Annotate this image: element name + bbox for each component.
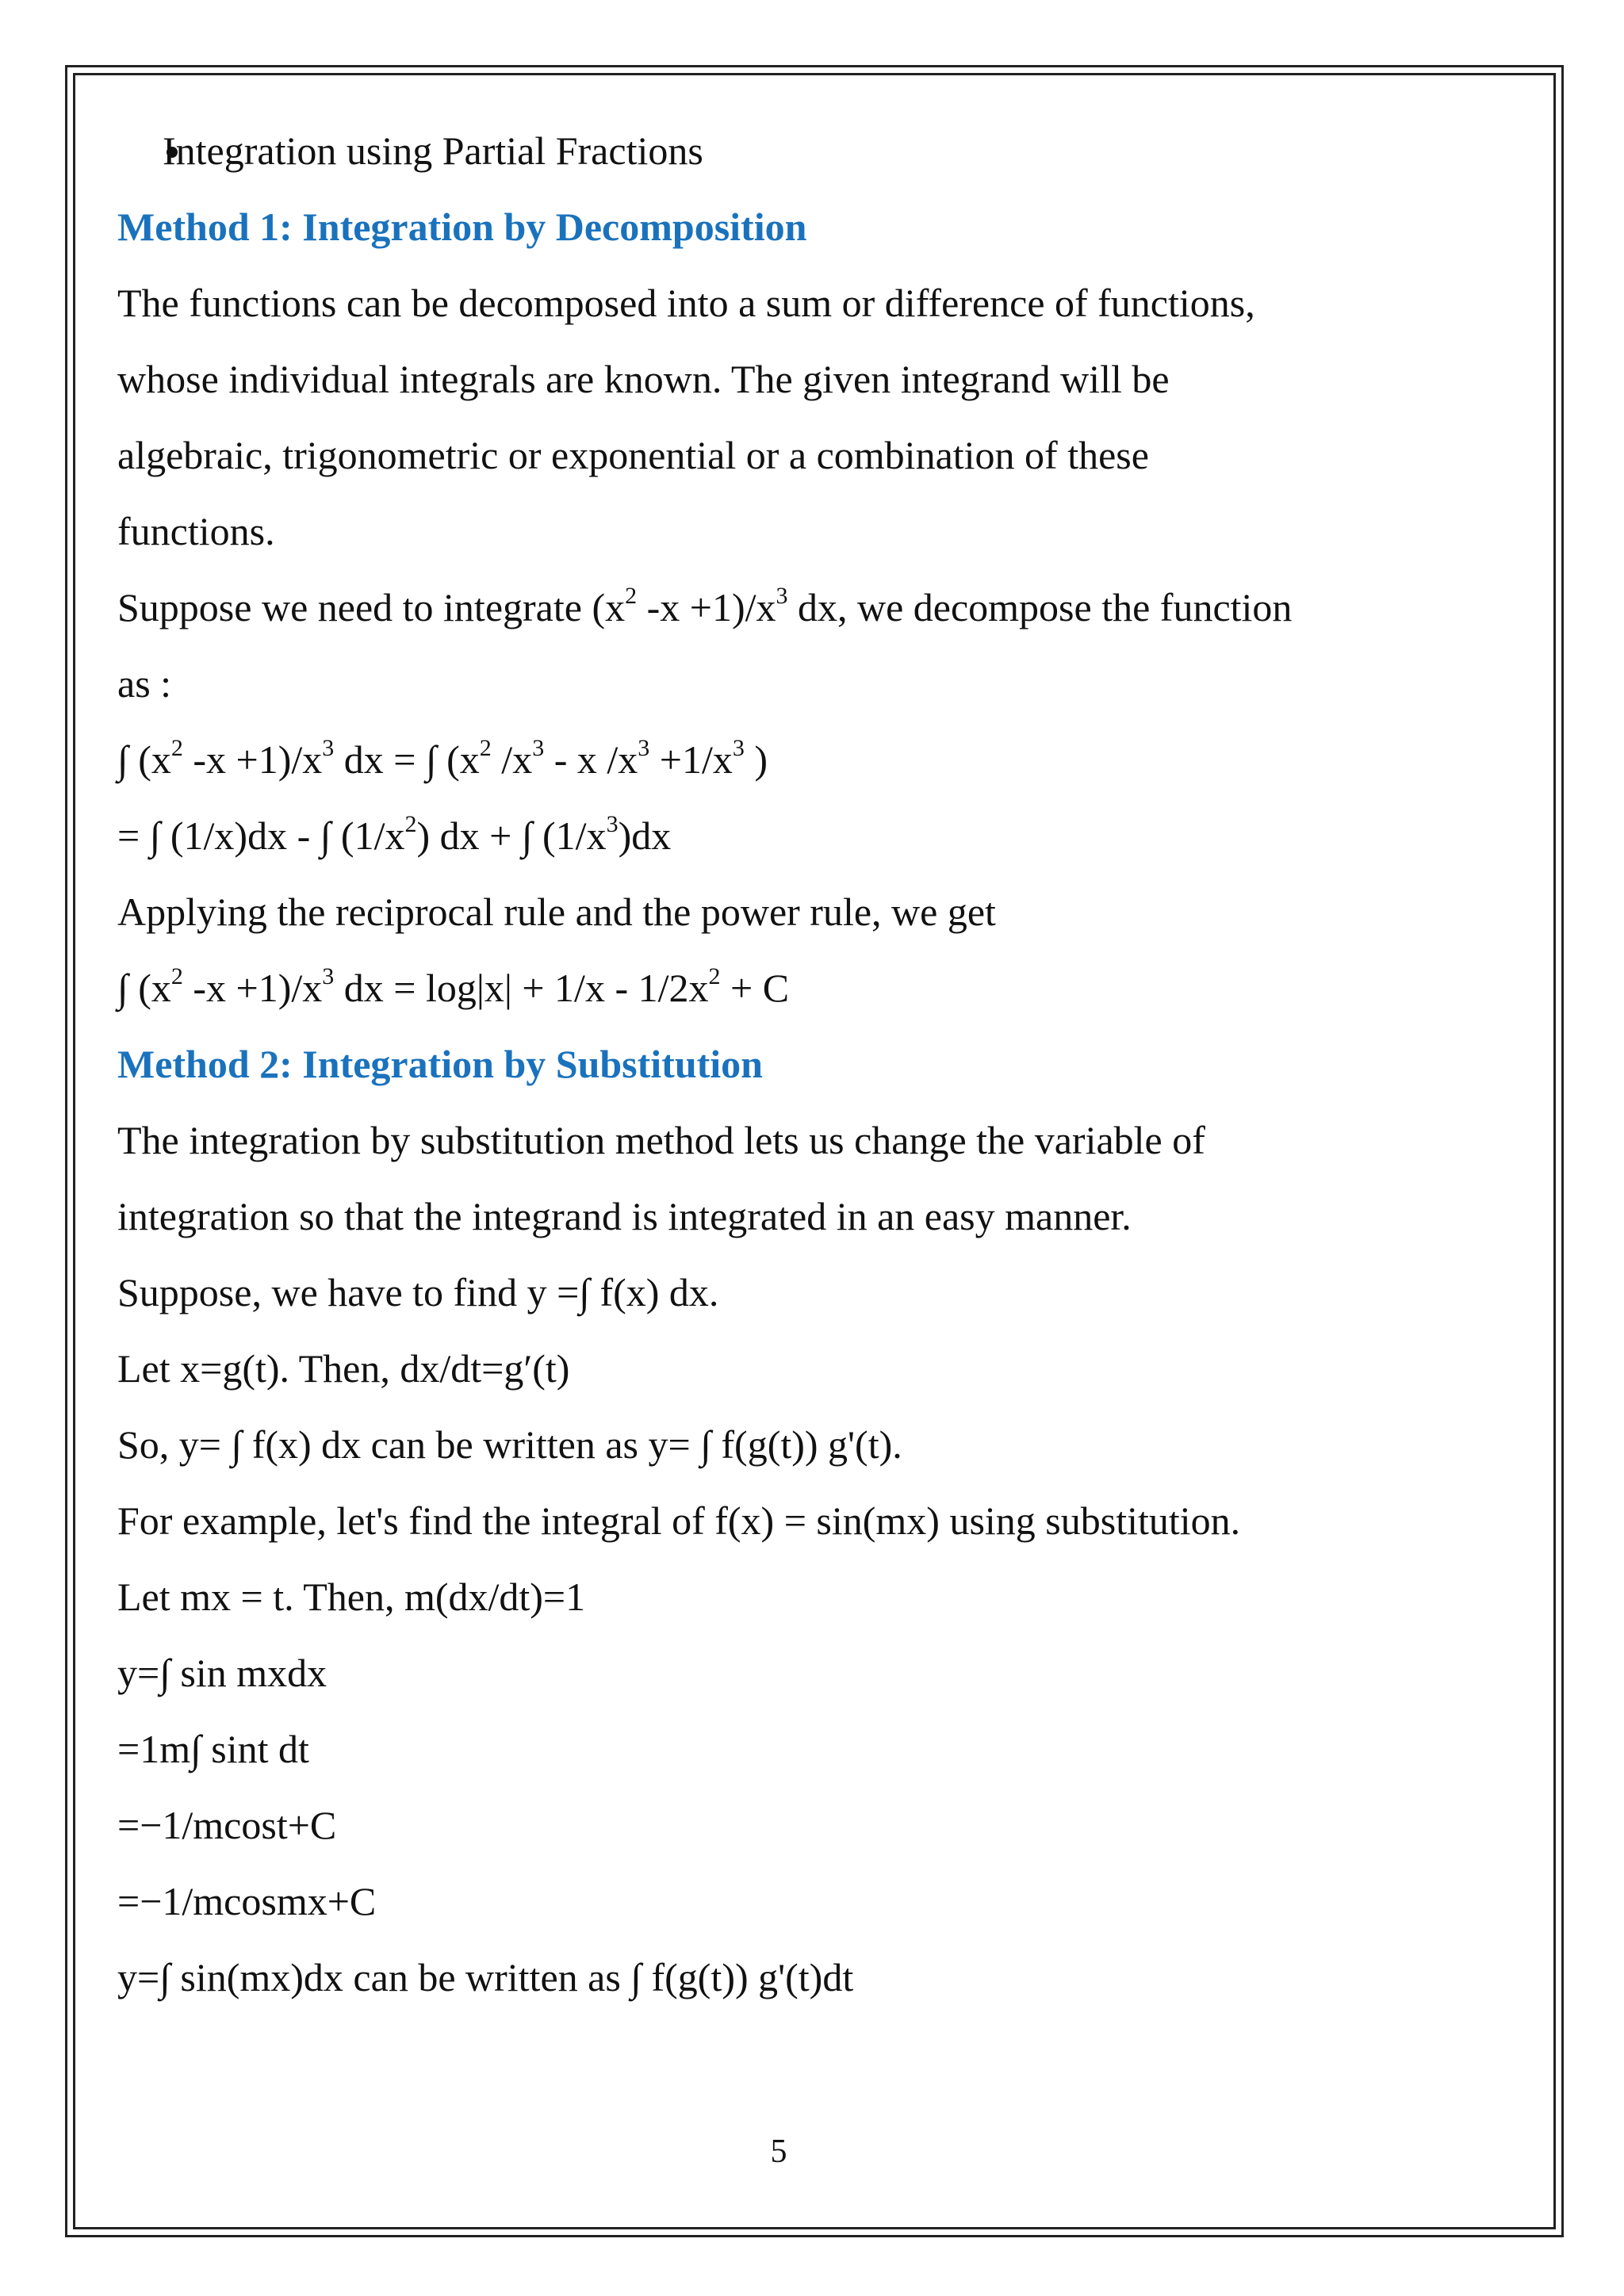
method-2-heading: Method 2: Integration by Substitution bbox=[117, 1042, 763, 1086]
page-number: 5 bbox=[770, 2133, 787, 2170]
applying-line: Applying the reciprocal rule and the power rule, we get bbox=[117, 890, 996, 934]
method-2-line-8: y=∫ sin mxdx bbox=[117, 1651, 327, 1695]
method-2-line-9: =1m∫ sint dt bbox=[117, 1727, 309, 1771]
method-2-line-10: =−1/mcost+C bbox=[117, 1803, 337, 1847]
method-1-paragraph-line-3: algebraic, trigonometric or exponential or a combination of these bbox=[117, 433, 1149, 477]
method-2-line-4: Let x=g(t). Then, dx/dt=g′(t) bbox=[117, 1346, 570, 1391]
bullet-item: Integration using Partial Fractions bbox=[163, 128, 703, 173]
method-2-line-7: Let mx = t. Then, m(dx/dt)=1 bbox=[117, 1575, 586, 1619]
method-2-line-6: For example, let's find the integral of f(x) = sin(mx) using substitution. bbox=[117, 1498, 1241, 1543]
method-1-heading: Method 1: Integration by Decomposition bbox=[117, 205, 807, 249]
equation-result: ∫ ($x^2$ $-x +1)/x^3$ dx = $\log|x| + 1/x - 1/2x^2 + C$ bbox=[117, 963, 790, 1010]
method-2-line-11: =−1/mcosmx+C bbox=[117, 1879, 377, 1923]
method-1-paragraph-line-2: whose individual integrals are known. The given integrand will be bbox=[117, 357, 1170, 401]
suppose-line: Suppose we need to integrate ($x^2$ $-x +1)/x^3$ dx, we decompose the function bbox=[117, 583, 1293, 629]
method-2-line-3: Suppose, we have to find y =∫ f(x) dx. bbox=[117, 1270, 719, 1314]
method-2-line-1: The integration by substitution method lets us change the variable of bbox=[117, 1118, 1205, 1162]
method-1-paragraph-line-1: The functions can be decomposed into a sum or difference of functions, bbox=[117, 281, 1255, 325]
method-1-paragraph-line-4: functions. bbox=[117, 509, 275, 553]
method-2-line-2: integration so that the integrand is integrated in an easy manner. bbox=[117, 1194, 1132, 1238]
method-2-line-12: y=∫ sin(mx)dx can be written as ∫ f(g(t)) g'(t)dt bbox=[117, 1955, 854, 1999]
equation-split-integrals: = ∫ (1/x)dx - ∫ $(1/x^2)$ dx + ∫ $(1/x^3)dx$ bbox=[117, 811, 672, 858]
equation-decomposition: ∫ ($x^2$ $-x +1)/x^3$ dx = ∫ ($x^2$ $/x^3$ - x $/x^3 +1/x^3$ ) bbox=[117, 735, 768, 782]
as-line: as : bbox=[117, 661, 172, 706]
method-2-line-5: So, y= ∫ f(x) dx can be written as y= ∫ f(g(t)) g'(t). bbox=[117, 1422, 902, 1467]
